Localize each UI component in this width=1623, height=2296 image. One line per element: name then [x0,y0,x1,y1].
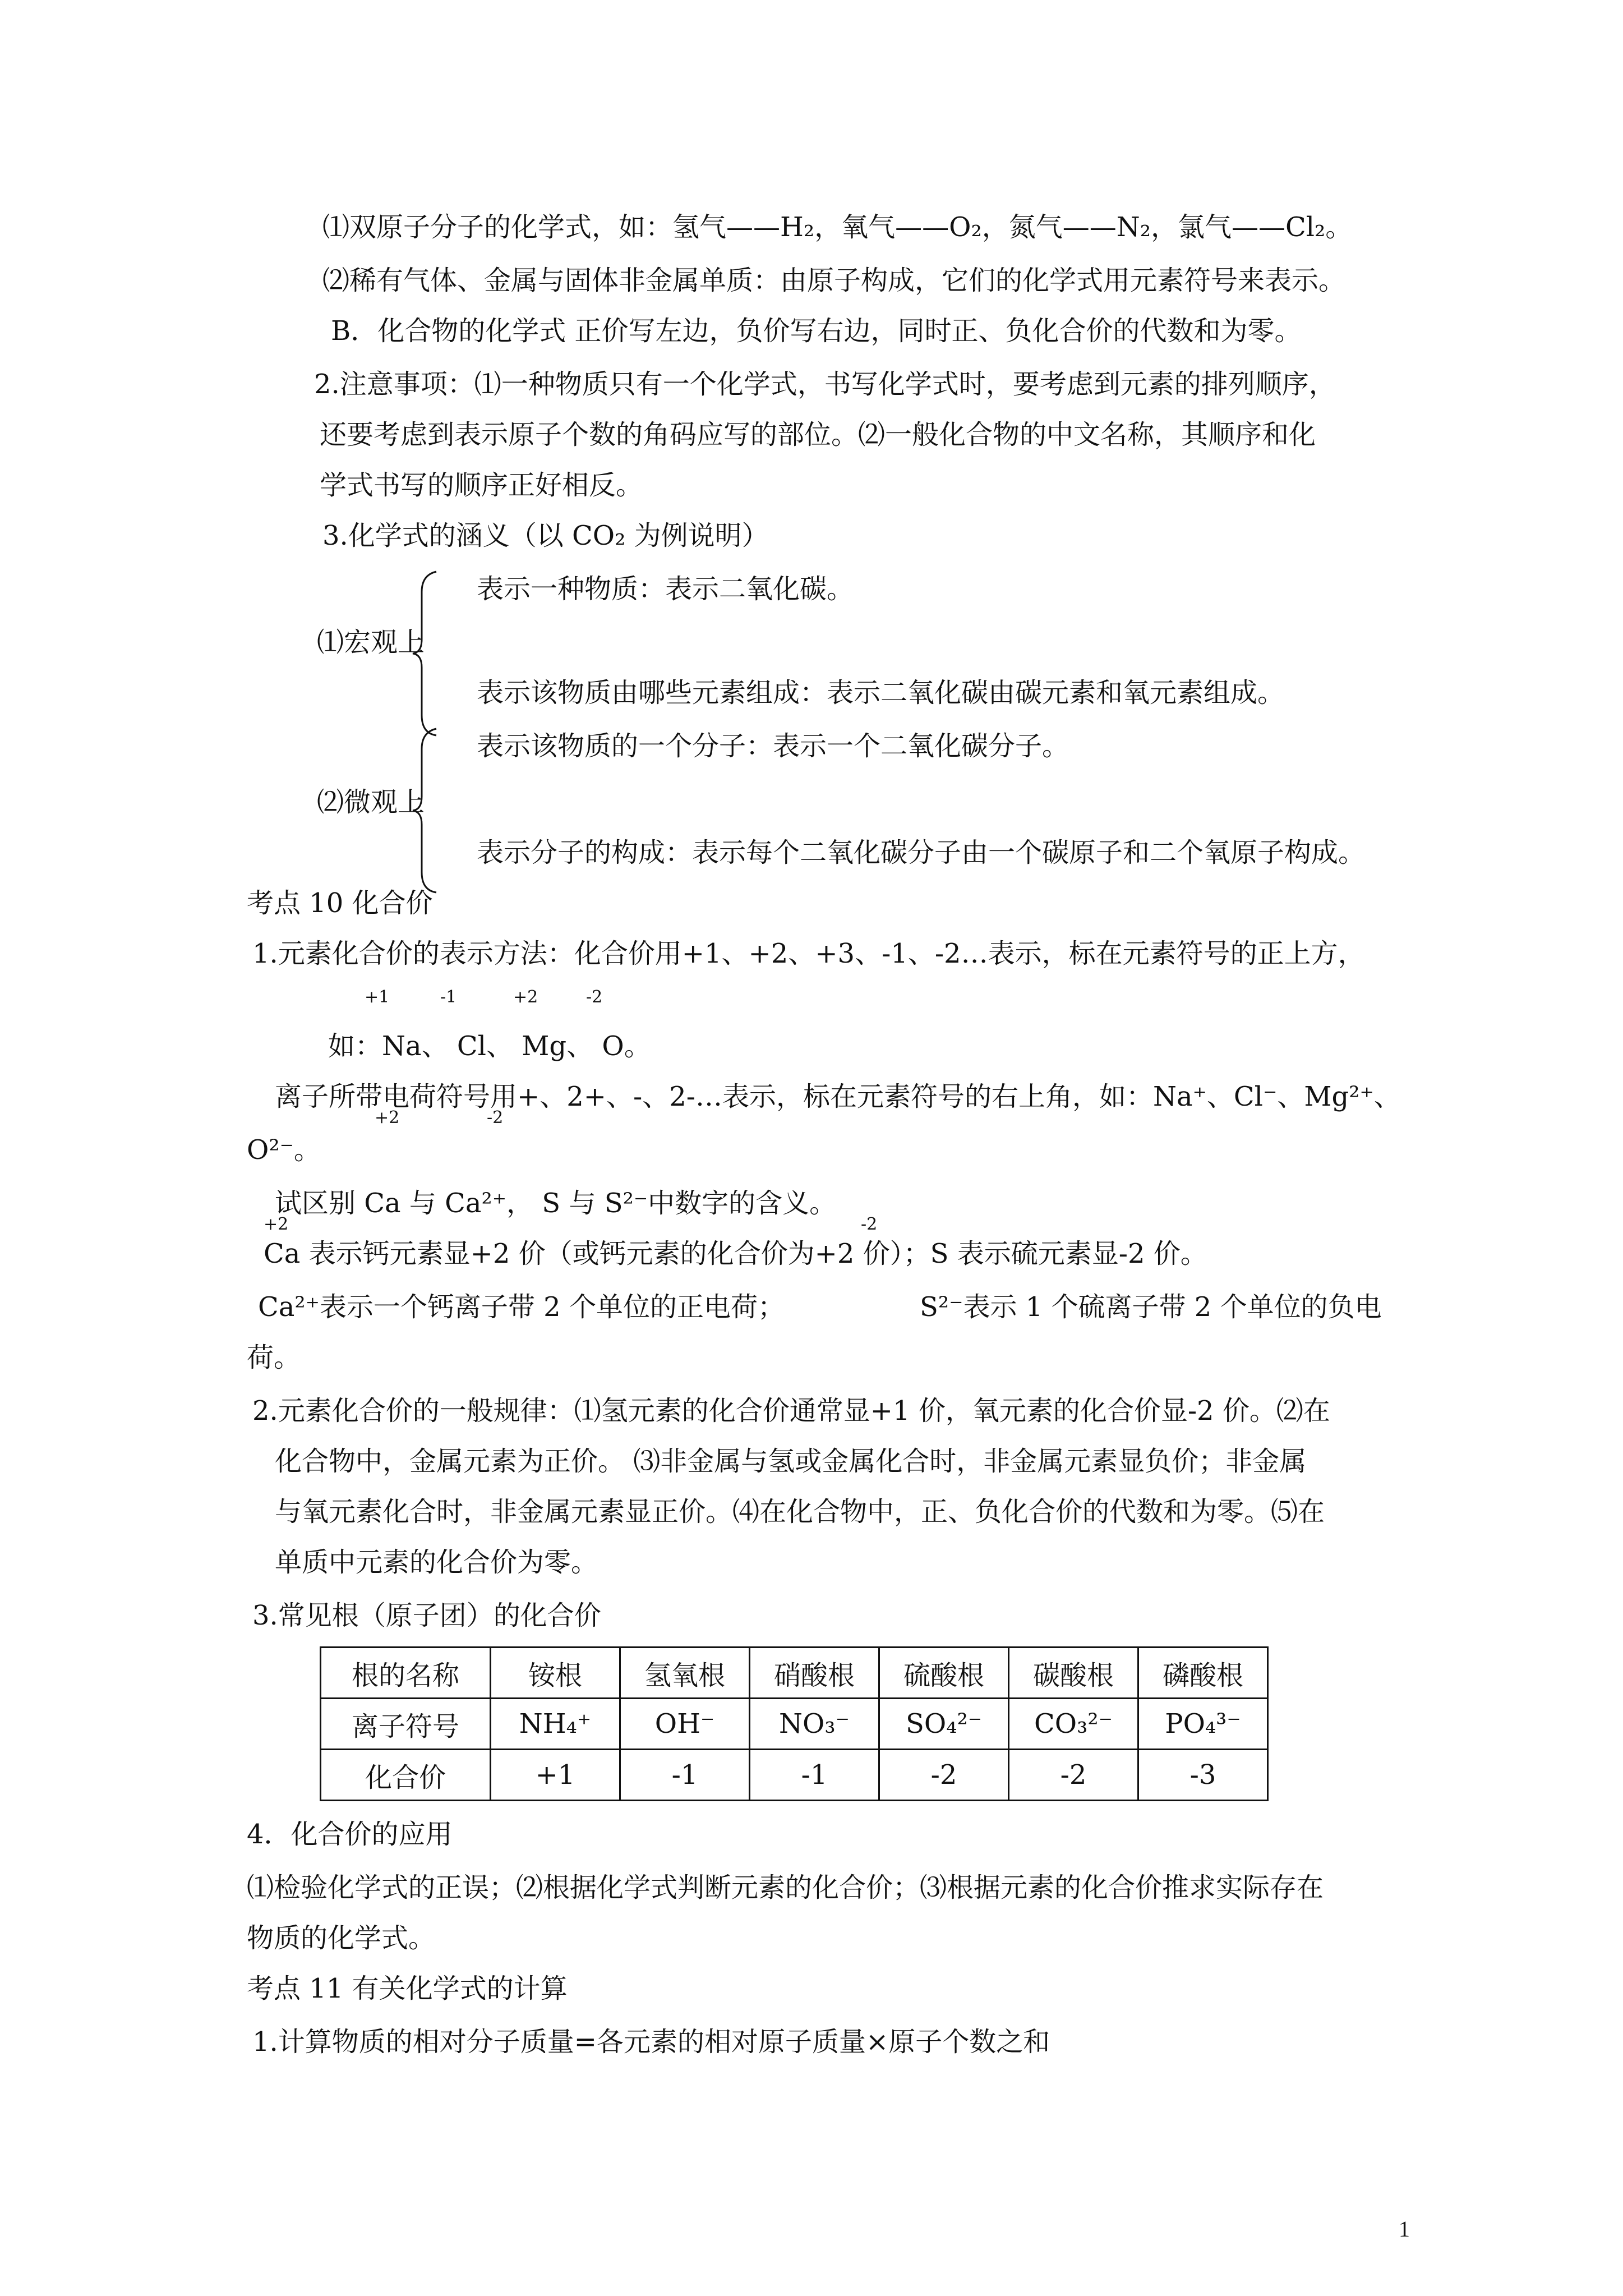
micro-item: 表示分子的构成：表示每个二氧化碳分子由一个碳原子和二个氧原子构成。 [477,837,1366,868]
macro-item: 表示一种物质：表示二氧化碳。 [477,573,854,605]
valence-superscript: +2 [375,1108,400,1128]
table-cell: 根的名称 [321,1648,491,1699]
table-cell: OH⁻ [620,1699,750,1750]
valence-superscript: +2 [264,1214,289,1234]
table-cell: CO₃²⁻ [1009,1699,1138,1750]
valence-superscript: -1 [440,987,457,1007]
page-number: 1 [1399,2216,1410,2242]
text-line: Ca 表示钙元素显+2 价（或钙元素的化合价为+2 价）；S 表示硫元素显-2 价。 [264,1238,1207,1269]
text-line: 2.注意事项：⑴一种物质只有一个化学式，书写化学式时，要考虑到元素的排列顺序， [314,369,1336,400]
text-line: S²⁻表示 1 个硫离子带 2 个单位的负电 [920,1291,1382,1323]
text-line: 荷。 [247,1342,301,1373]
macro-item: 表示该物质由哪些元素组成：表示二氧化碳由碳元素和氧元素组成。 [477,677,1285,708]
text-line: O²⁻。 [247,1134,321,1166]
section-heading: 考点 11 有关化学式的计算 [247,1973,568,2004]
table-cell: 硫酸根 [879,1648,1009,1699]
micro-label: ⑵微观上 [317,786,425,818]
text-line: 还要考虑到表示原子个数的角码应写的部位。⑵一般化合物的中文名称，其顺序和化 [320,419,1316,450]
table-cell: -3 [1138,1750,1268,1801]
text-line: 1.计算物质的相对分子质量=各元素的相对原子质量×原子个数之和 [252,2026,1050,2058]
text-line: 与氧元素化合时，非金属元素显正价。⑷在化合物中，正、负化合价的代数和为零。⑸在 [275,1496,1325,1527]
table-cell: SO₄²⁻ [879,1699,1009,1750]
text-line: 3.化学式的涵义（以 CO₂ 为例说明） [322,520,769,551]
table-cell: 硝酸根 [750,1648,879,1699]
text-line: 1.元素化合价的表示方法：化合价用+1、+2、+3、-1、-2…表示，标在元素符号的正上方， [252,938,1365,969]
text-line: 单质中元素的化合价为零。 [275,1547,598,1578]
text-line: B．化合物的化学式 正价写左边，负价写右边，同时正、负化合价的代数和为零。 [331,315,1302,347]
table-cell: 磷酸根 [1138,1648,1268,1699]
micro-item: 表示该物质的一个分子：表示一个二氧化碳分子。 [477,730,1069,762]
valence-superscript: -2 [861,1214,878,1234]
table-cell: -2 [879,1750,1009,1801]
text-line: 2.元素化合价的一般规律：⑴氢元素的化合价通常显+1 价，氧元素的化合价显-2 价。⑵在 [252,1395,1330,1427]
text-line: ⑴双原子分子的化学式，如：氢气——H₂，氧气——O₂，氮气——N₂，氯气——Cl₂。 [322,211,1353,243]
table-cell: 化合价 [321,1750,491,1801]
table-cell: 碳酸根 [1009,1648,1138,1699]
valence-superscript: -2 [487,1108,504,1128]
table-caption: 3.常见根（原子团）的化合价 [252,1600,601,1631]
text-line: 试区别 Ca 与 Ca²⁺， S 与 S²⁻中数字的含义。 [275,1188,837,1219]
table-row [321,1750,1268,1801]
table-row [321,1699,1268,1750]
text-line: Ca²⁺表示一个钙离子带 2 个单位的正电荷； [258,1291,785,1323]
table-cell: -1 [750,1750,879,1801]
table-cell: NH₄⁺ [491,1699,620,1750]
text-line: 如：Na、 Cl、 Mg、 O。 [328,1030,651,1062]
table-cell: 氢氧根 [620,1648,750,1699]
table-cell: -2 [1009,1750,1138,1801]
valence-superscript: +2 [513,987,538,1007]
radical-valence-table [320,1646,1269,1801]
table-cell: +1 [491,1750,620,1801]
macro-label: ⑴宏观上 [317,627,425,658]
table-cell: PO₄³⁻ [1138,1699,1268,1750]
text-line: 学式书写的顺序正好相反。 [320,470,643,501]
text-line: 物质的化学式。 [247,1922,436,1954]
section-heading: 4．化合价的应用 [247,1819,453,1850]
table-cell: 铵根 [491,1648,620,1699]
table-row [321,1648,1268,1699]
text-line: ⑴检验化学式的正误；⑵根据化学式判断元素的化合价；⑶根据元素的化合价推求实际存在 [247,1872,1324,1903]
table-cell: NO₃⁻ [750,1699,879,1750]
valence-superscript: -2 [586,987,603,1007]
table-cell: 离子符号 [321,1699,491,1750]
section-heading: 考点 10 化合价 [247,887,433,919]
valence-superscript: +1 [365,987,390,1007]
text-line: ⑵稀有气体、金属与固体非金属单质：由原子构成，它们的化学式用元素符号来表示。 [322,265,1346,296]
table-cell: -1 [620,1750,750,1801]
text-line: 化合物中，金属元素为正价。 ⑶非金属与氢或金属化合时，非金属元素显负价；非金属 [275,1446,1307,1477]
text-line: 离子所带电荷符号用+、2+、-、2-…表示，标在元素符号的右上角，如：Na⁺、Cl⁻、Mg²⁺、 [275,1081,1401,1112]
